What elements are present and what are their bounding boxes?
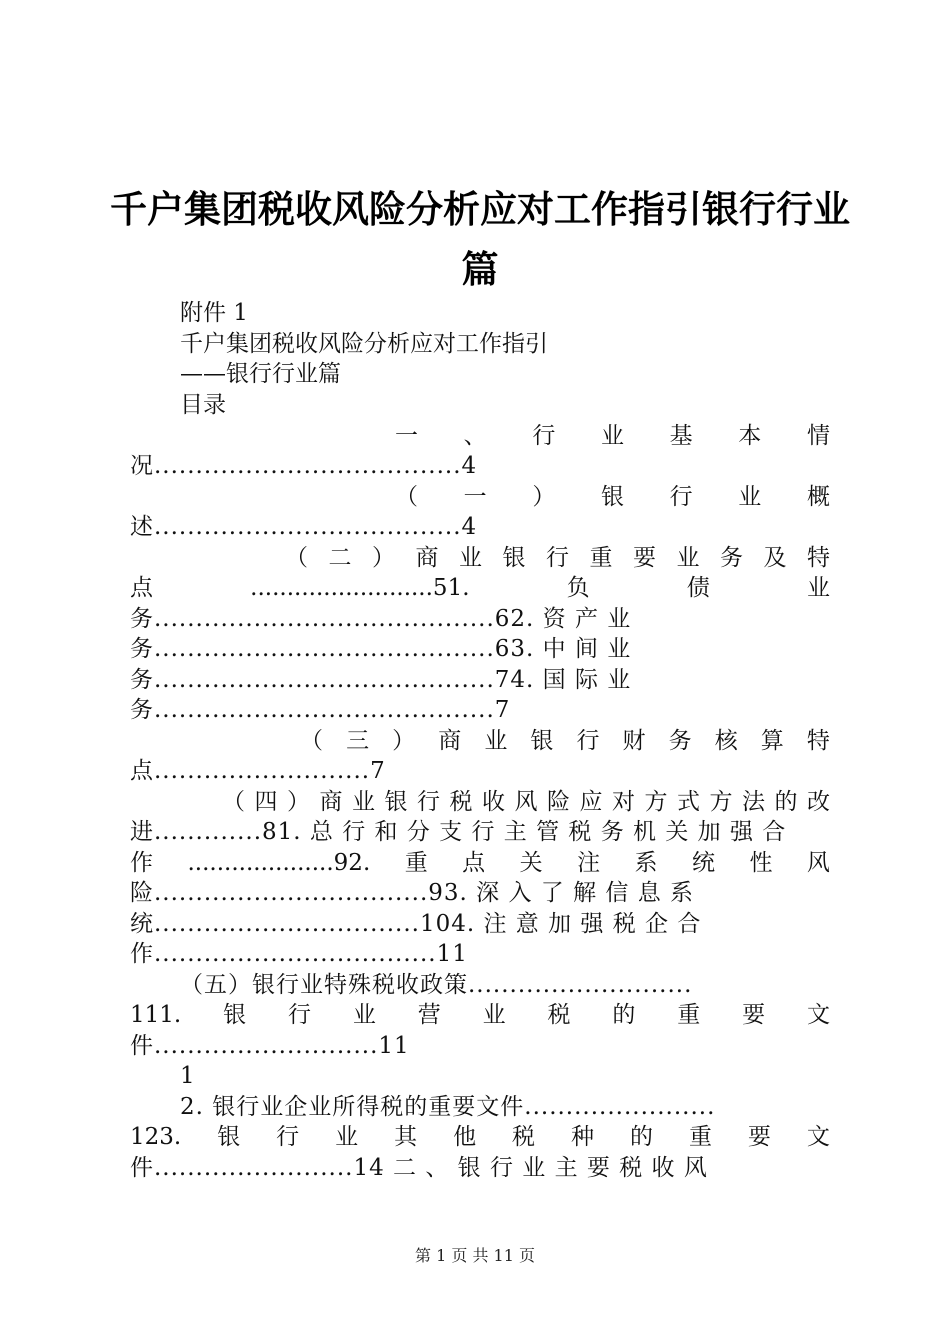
toc-line-1-part-1: 一 — [395, 423, 418, 449]
toc-line-20-part-5: 营 — [417, 1002, 441, 1028]
toc-line-20-part-1: 111. — [130, 1002, 182, 1028]
toc-line-15-part-5: 关 — [519, 850, 543, 876]
toc-line-15-part-9: 性 — [749, 850, 773, 876]
toc-line-11-part-9: 务 — [668, 728, 692, 754]
toc-line-5-part-2: 二 — [328, 545, 352, 571]
toc-line-20-part-4: 业 — [352, 1002, 376, 1028]
toc-line-5-part-8: 重 — [589, 545, 613, 571]
toc-line-12: 点..........................7 — [130, 758, 386, 784]
toc-line-10: 务.........................................7 — [130, 697, 511, 723]
toc-line-20-part-3: 行 — [287, 1002, 311, 1028]
toc-line-20 — [130, 1000, 830, 1030]
toc-line-1-part-6: 本 — [738, 423, 762, 449]
toc-line-13-part-14: 方 — [644, 789, 668, 815]
toc-line-6-part-2: .........................51. — [250, 575, 470, 601]
toc-line-13-part-15: 式 — [677, 789, 700, 815]
document-subtitle: 千户集团税收风险分析应对工作指引 — [180, 331, 548, 357]
toc-line-3-part-5: 行 — [669, 484, 693, 510]
toc-line-20-part-11: 文 — [806, 1002, 830, 1028]
toc-line-5-part-12: 及 — [763, 545, 787, 571]
toc-line-20-part-10: 要 — [742, 1002, 766, 1028]
toc-line-24-part-5: 其 — [394, 1124, 418, 1150]
toc-line-3-part-4: 银 — [600, 484, 624, 510]
toc-line-5-part-10: 业 — [676, 545, 700, 571]
toc-line-13-part-2: 四 — [254, 789, 278, 815]
toc-line-15-part-7: 系 — [634, 850, 658, 876]
toc-line-3-part-1: （ — [395, 484, 418, 510]
toc-line-11 — [300, 726, 830, 756]
toc-line-15 — [130, 848, 830, 878]
toc-line-5-part-6: 银 — [502, 545, 526, 571]
toc-line-13-part-8: 税 — [449, 789, 473, 815]
toc-line-5-part-11: 务 — [720, 545, 743, 571]
toc-line-13-part-13: 对 — [612, 789, 635, 815]
toc-line-24-part-6: 他 — [453, 1124, 477, 1150]
toc-line-23: 2. 银行业企业所得税的重要文件....................... — [180, 1094, 716, 1120]
toc-line-13-part-19: 改 — [807, 789, 830, 815]
toc-line-13-part-5: 业 — [352, 789, 375, 815]
toc-line-13-part-4: 商 — [319, 789, 343, 815]
toc-line-6-part-4: 债 — [686, 575, 710, 601]
toc-line-24-part-8: 种 — [571, 1124, 594, 1150]
toc-line-11-part-10: 核 — [714, 728, 738, 754]
toc-line-11-part-7: 行 — [576, 728, 600, 754]
toc-line-4: 述.....................................4 — [130, 514, 478, 540]
toc-line-16: 险.................................93. 深 入 了 解 信 息 系 — [130, 880, 695, 906]
toc-line-13-part-6: 银 — [384, 789, 408, 815]
toc-line-11-part-1: （ — [300, 728, 323, 754]
toc-line-1-part-3: 行 — [532, 423, 556, 449]
toc-line-8: 务.........................................63. 中 间 业 — [130, 636, 632, 662]
toc-line-3 — [395, 482, 830, 512]
toc-line-5-part-7: 行 — [546, 545, 569, 571]
toc-line-3-part-3: ） — [532, 484, 556, 510]
toc-line-13 — [222, 787, 830, 817]
toc-line-19: （五）银行业特殊税收政策........................... — [180, 972, 693, 998]
toc-line-11-part-5: 业 — [484, 728, 508, 754]
toc-line-21: 件...........................11 — [130, 1033, 410, 1059]
toc-line-20-part-9: 重 — [677, 1002, 701, 1028]
toc-line-15-part-4: 点 — [462, 850, 486, 876]
toc-line-24-part-1: 123. — [130, 1124, 182, 1150]
toc-line-14: 进.............81. 总 行 和 分 支 行 主 管 税 务 机 关 加 强 合 — [130, 819, 787, 845]
toc-line-15-part-1: 作 — [130, 850, 153, 876]
toc-line-5-part-9: 要 — [633, 545, 656, 571]
toc-line-7: 务.........................................62. 资 产 业 — [130, 606, 632, 632]
toc-line-1-part-5: 基 — [669, 423, 693, 449]
toc-line-20-part-6: 业 — [482, 1002, 506, 1028]
toc-line-1 — [395, 421, 830, 451]
toc-line-9: 务.........................................74. 国 际 业 — [130, 667, 632, 693]
toc-line-17: 统................................104. 注 意 加 强 税 企 合 — [130, 911, 702, 937]
toc-line-24-part-2: 银 — [217, 1124, 241, 1150]
toc-line-15-part-2: ....................92. — [187, 850, 371, 876]
toc-line-6-part-1: 点 — [130, 575, 153, 601]
document-sub-subtitle: ——银行行业篇 — [180, 361, 341, 387]
toc-line-24-part-12: 文 — [806, 1124, 830, 1150]
toc-line-11-part-3: ） — [392, 728, 416, 754]
toc-line-1-part-2: 、 — [463, 423, 487, 449]
toc-line-24 — [130, 1122, 830, 1152]
document-title-line1: 千户集团税收风险分析应对工作指引银行行业 — [110, 187, 850, 231]
toc-line-6 — [130, 573, 830, 603]
toc-line-13-part-16: 方 — [709, 789, 733, 815]
toc-line-11-part-11: 算 — [760, 728, 784, 754]
toc-line-24-part-9: 的 — [629, 1124, 653, 1150]
toc-line-11-part-4: 商 — [438, 728, 462, 754]
toc-line-15-part-6: 注 — [577, 850, 601, 876]
toc-line-13-part-1: （ — [222, 789, 245, 815]
toc-line-24-part-11: 要 — [747, 1124, 771, 1150]
toc-line-5-part-13: 特 — [807, 545, 830, 571]
toc-line-6-part-5: 业 — [806, 575, 830, 601]
toc-line-5 — [285, 543, 830, 573]
toc-line-13-part-10: 风 — [514, 789, 538, 815]
toc-line-24-part-7: 税 — [512, 1124, 536, 1150]
toc-line-5-part-1: （ — [285, 545, 308, 571]
toc-line-3-part-7: 概 — [806, 484, 830, 510]
toc-line-13-part-12: 应 — [579, 789, 603, 815]
toc-line-6-part-3: 负 — [566, 575, 590, 601]
toc-line-1-part-4: 业 — [600, 423, 624, 449]
toc-line-22: 1 — [180, 1063, 195, 1089]
toc-line-11-part-12: 特 — [806, 728, 830, 754]
toc-line-24-part-10: 重 — [688, 1124, 712, 1150]
toc-line-11-part-6: 银 — [530, 728, 554, 754]
toc-line-5-part-5: 业 — [459, 545, 482, 571]
toc-line-2: 况.....................................4 — [130, 453, 478, 479]
toc-line-24-part-3: 行 — [276, 1124, 300, 1150]
toc-line-15-part-10: 风 — [806, 850, 830, 876]
toc-line-13-part-7: 行 — [417, 789, 440, 815]
document-title-line2: 篇 — [461, 247, 499, 291]
toc-line-3-part-2: 一 — [463, 484, 487, 510]
toc-heading: 目录 — [180, 392, 226, 418]
toc-line-24-part-4: 业 — [335, 1124, 359, 1150]
toc-line-13-part-18: 的 — [774, 789, 798, 815]
attachment-label: 附件 1 — [180, 300, 248, 326]
toc-line-15-part-3: 重 — [404, 850, 428, 876]
toc-line-11-part-8: 财 — [622, 728, 646, 754]
toc-line-13-part-9: 收 — [482, 789, 505, 815]
toc-line-13-part-17: 法 — [742, 789, 765, 815]
toc-line-5-part-4: 商 — [415, 545, 439, 571]
toc-line-1-part-7: 情 — [806, 423, 830, 449]
toc-line-15-part-8: 统 — [691, 850, 715, 876]
toc-line-13-part-11: 险 — [547, 789, 570, 815]
toc-line-20-part-7: 税 — [547, 1002, 571, 1028]
toc-line-5-part-3: ） — [372, 545, 395, 571]
toc-line-11-part-2: 三 — [346, 728, 370, 754]
toc-line-18: 作..................................11 — [130, 941, 468, 967]
toc-line-13-part-3: ） — [287, 789, 310, 815]
toc-line-3-part-6: 业 — [738, 484, 762, 510]
toc-line-20-part-2: 银 — [223, 1002, 247, 1028]
page-footer: 第 1 页 共 11 页 — [415, 1246, 535, 1265]
toc-line-25: 件........................14 二 、 银 行 业 主 要 税 收 风 — [130, 1155, 708, 1181]
toc-line-20-part-8: 的 — [612, 1002, 636, 1028]
